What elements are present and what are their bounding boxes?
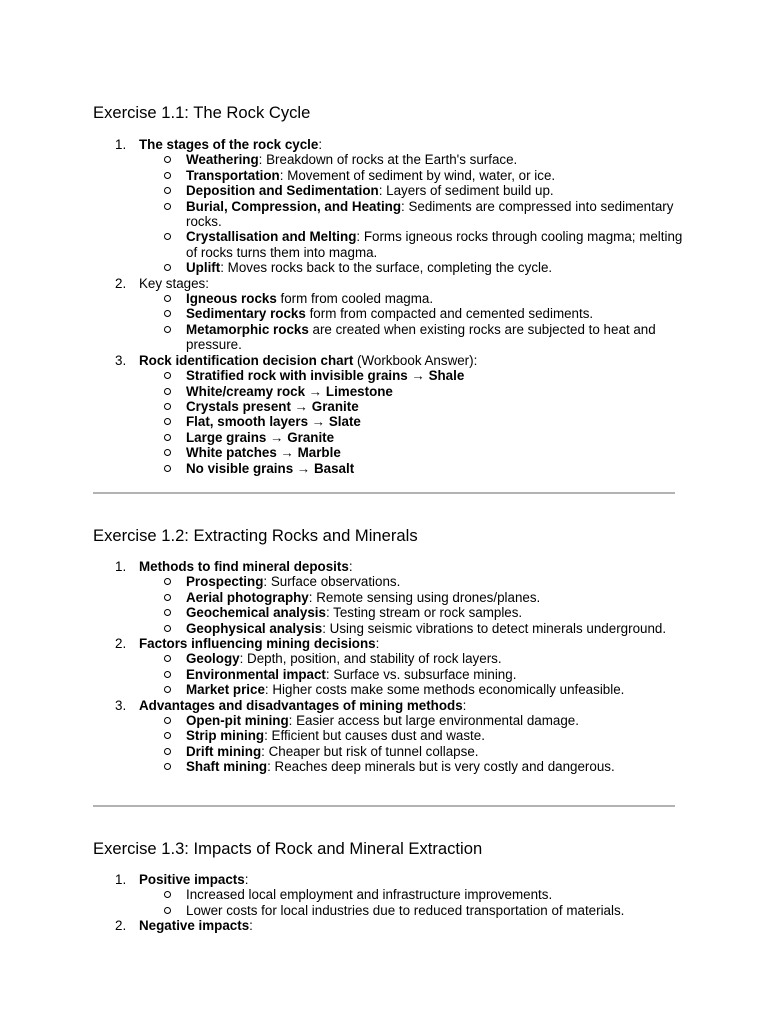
sub-item — [139, 183, 683, 198]
item-text: : — [348, 559, 353, 574]
item-heading: Methods to find mineral deposits — [139, 559, 349, 574]
exercise-1-2-title: Exercise 1.2: Extracting Rocks and Minerals — [93, 526, 418, 545]
sub-item — [139, 605, 683, 620]
sub-item — [139, 744, 683, 759]
sub-item-term: Environmental impact — [186, 666, 326, 682]
list-item — [93, 698, 683, 775]
circle-bullet-icon — [164, 264, 171, 271]
sub-item-term: Transportation — [186, 167, 280, 183]
section-divider — [93, 805, 675, 807]
sub-item-term: Large grains → Granite — [186, 429, 335, 445]
sub-item-text: : Remote sensing using drones/planes. — [308, 589, 541, 605]
sub-item-text: : Surface vs. subsurface mining. — [325, 666, 517, 682]
sub-item — [139, 229, 683, 260]
sub-item — [139, 759, 683, 774]
exercise-1-1-list — [93, 137, 683, 476]
circle-bullet-icon — [164, 748, 171, 755]
item-number: 3. — [115, 697, 127, 713]
sub-item-term: Strip mining — [186, 728, 265, 744]
item-heading: Positive impacts — [139, 872, 245, 887]
sub-item — [139, 152, 683, 167]
circle-bullet-icon — [164, 655, 171, 662]
circle-bullet-icon — [164, 203, 171, 210]
item-text: : — [244, 872, 249, 887]
item-text: (Workbook Answer): — [353, 352, 478, 368]
list-item — [93, 353, 683, 476]
sub-item-text: : Cheaper but risk of tunnel collapse. — [261, 743, 479, 759]
item-number: 1. — [115, 872, 127, 887]
item-text: : — [375, 636, 380, 652]
sub-item-term: Stratified rock with invisible grains → Shale — [186, 368, 465, 384]
circle-bullet-icon — [164, 732, 171, 739]
sub-item-text: : Sediments are compressed into sedimentary rocks. — [186, 198, 674, 230]
sub-item-term: Aerial photography — [186, 589, 309, 605]
item-text: Key stages: — [139, 275, 209, 291]
circle-bullet-icon — [164, 172, 171, 179]
circle-bullet-icon — [164, 671, 171, 678]
item-heading: Negative impacts — [139, 918, 250, 934]
sub-item — [139, 384, 683, 399]
sub-list — [139, 368, 683, 476]
sub-item-term: Crystallisation and Melting — [186, 229, 357, 245]
sub-item-term: Flat, smooth layers → Slate — [186, 414, 361, 430]
sub-item-text: : Movement of sediment by wind, water, or ice. — [279, 167, 556, 183]
list-item — [93, 918, 683, 933]
exercise-1-3-list — [93, 872, 683, 934]
item-heading: Factors influencing mining decisions — [139, 636, 376, 652]
sub-list — [139, 887, 683, 918]
sub-item — [139, 430, 683, 445]
circle-bullet-icon — [164, 403, 171, 410]
circle-bullet-icon — [164, 578, 171, 585]
sub-list — [139, 713, 683, 775]
sub-item-text: : Higher costs make some methods economically unfeasible. — [264, 682, 625, 698]
sub-item-term: Igneous rocks — [186, 291, 277, 307]
sub-item-term: Uplift — [186, 260, 221, 276]
sub-item — [139, 306, 683, 321]
circle-bullet-icon — [164, 418, 171, 425]
circle-bullet-icon — [164, 187, 171, 194]
sub-item-term: Deposition and Sedimentation — [186, 183, 379, 199]
sub-item-text: : Depth, position, and stability of rock layers. — [239, 651, 502, 667]
circle-bullet-icon — [164, 891, 171, 898]
item-number: 2. — [115, 275, 127, 291]
sub-item — [139, 322, 683, 353]
sub-item-text: form from compacted and cemented sediments. — [305, 306, 594, 322]
sub-item-text: are created when existing rocks are subjected to heat and pressure. — [186, 321, 656, 353]
circle-bullet-icon — [164, 434, 171, 441]
sub-item-text: : Reaches deep minerals but is very costly and dangerous. — [267, 759, 615, 775]
sub-item-term: Prospecting — [186, 574, 264, 590]
sub-item — [139, 168, 683, 183]
circle-bullet-icon — [164, 326, 171, 333]
sub-item-term: Open-pit mining — [186, 713, 289, 729]
sub-item — [139, 260, 683, 275]
sub-item — [139, 461, 683, 476]
circle-bullet-icon — [164, 233, 171, 240]
sub-item — [139, 590, 683, 605]
sub-item — [139, 887, 683, 902]
sub-item-term: Weathering — [186, 152, 259, 168]
item-number: 1. — [115, 559, 127, 574]
sub-item-text: : Using seismic vibrations to detect minerals underground. — [322, 620, 667, 636]
sub-list — [139, 291, 683, 353]
exercise-1-3-title: Exercise 1.3: Impacts of Rock and Mineral Extraction — [93, 839, 483, 858]
circle-bullet-icon — [164, 372, 171, 379]
sub-item-term: Crystals present → Granite — [186, 398, 359, 414]
sub-item — [139, 414, 683, 429]
sub-item-text: form from cooled magma. — [276, 291, 434, 307]
sub-item-text: : Layers of sediment build up. — [378, 183, 554, 199]
sub-item-text: : Easier access but large environmental damage. — [288, 713, 579, 729]
sub-item — [139, 574, 683, 589]
sub-item-term: White/creamy rock → Limestone — [186, 383, 393, 399]
item-heading: The stages of the rock cycle — [139, 137, 319, 152]
sub-item — [139, 728, 683, 743]
sub-list — [139, 152, 683, 275]
sub-item-text: : Forms igneous rocks through cooling magma; melting of rocks turns them into magma. — [186, 229, 683, 260]
exercise-1-2-list — [93, 559, 683, 775]
sub-item-text: : Breakdown of rocks at the Earth's surface. — [258, 152, 518, 168]
sub-item — [139, 445, 683, 460]
list-item — [93, 872, 683, 918]
sub-item — [139, 621, 683, 636]
sub-item — [139, 713, 683, 728]
list-item — [93, 137, 683, 276]
item-text: : — [462, 697, 467, 713]
section-divider — [93, 492, 675, 494]
sub-item-term: Geophysical analysis — [186, 620, 323, 636]
sub-item-term: Market price — [186, 682, 265, 698]
list-item — [93, 276, 683, 353]
sub-item-text: Increased local employment and infrastructure improvements. — [186, 887, 553, 903]
item-number: 1. — [115, 137, 127, 152]
sub-list — [139, 651, 683, 697]
circle-bullet-icon — [164, 449, 171, 456]
sub-item — [139, 399, 683, 414]
sub-list — [139, 574, 683, 636]
circle-bullet-icon — [164, 686, 171, 693]
sub-item-text: : Efficient but causes dust and waste. — [264, 728, 485, 744]
circle-bullet-icon — [164, 609, 171, 616]
sub-item-term: Sedimentary rocks — [186, 306, 306, 322]
sub-item — [139, 291, 683, 306]
sub-item-text: : Surface observations. — [263, 574, 401, 590]
sub-item — [139, 199, 683, 230]
sub-item — [139, 682, 683, 697]
sub-item-term: Drift mining — [186, 743, 262, 759]
circle-bullet-icon — [164, 907, 171, 914]
item-heading: Rock identification decision chart — [139, 352, 354, 368]
list-item — [93, 636, 683, 698]
item-text: : — [249, 918, 253, 934]
item-text: : — [318, 137, 323, 152]
sub-item-text: : Moves rocks back to the surface, completing the cycle. — [220, 260, 553, 276]
circle-bullet-icon — [164, 388, 171, 395]
circle-bullet-icon — [164, 465, 171, 472]
list-item — [93, 559, 683, 636]
circle-bullet-icon — [164, 310, 171, 317]
circle-bullet-icon — [164, 717, 171, 724]
sub-item-term: Geochemical analysis — [186, 605, 326, 621]
sub-item-term: Shaft mining — [186, 759, 268, 775]
sub-item — [139, 667, 683, 682]
exercise-1-1-title: Exercise 1.1: The Rock Cycle — [93, 103, 311, 122]
item-number: 3. — [115, 352, 127, 368]
item-heading: Advantages and disadvantages of mining methods — [139, 697, 463, 713]
sub-item-term: Geology — [186, 651, 240, 667]
circle-bullet-icon — [164, 763, 171, 770]
sub-item-term: No visible grains → Basalt — [186, 460, 355, 476]
circle-bullet-icon — [164, 156, 171, 163]
circle-bullet-icon — [164, 625, 171, 632]
item-number: 2. — [115, 636, 127, 652]
sub-item-term: Burial, Compression, and Heating — [186, 198, 402, 214]
circle-bullet-icon — [164, 295, 171, 302]
circle-bullet-icon — [164, 594, 171, 601]
sub-item-term: White patches → Marble — [186, 445, 341, 461]
sub-item-text: Lower costs for local industries due to reduced transportation of materials. — [186, 902, 625, 918]
sub-item-text: : Testing stream or rock samples. — [325, 605, 523, 621]
sub-item — [139, 903, 683, 918]
sub-item — [139, 651, 683, 666]
sub-item-term: Metamorphic rocks — [186, 321, 309, 337]
sub-item — [139, 368, 683, 383]
item-number: 2. — [115, 918, 127, 934]
